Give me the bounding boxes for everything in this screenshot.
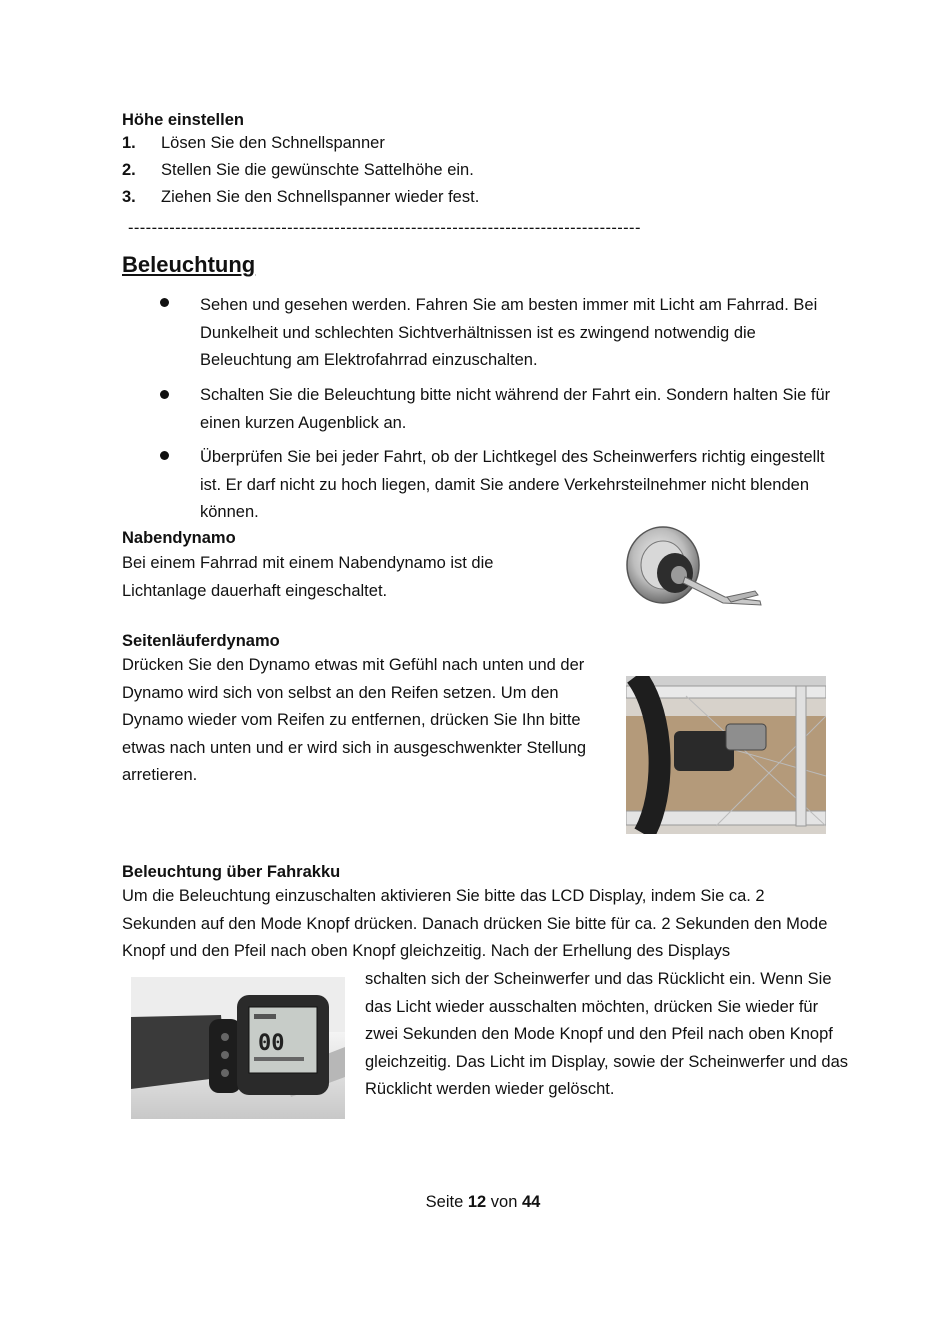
- hub-dynamo-image: [615, 515, 765, 610]
- battery-lighting-text-full: Um die Beleuchtung einzuschalten aktivieren Sie bitte das LCD Display, indem Sie ca. 2 Sekunden auf den Mode Knopf drücken. Danach drücken Sie bitte für ca. 2 Sekunden den Mode Knopf und den Pfeil nach oben Knopf gleichzeitig. Nach der Erhellung des Displays: [122, 887, 828, 960]
- side-dynamo-image: [626, 676, 826, 834]
- bullet-icon: [160, 451, 169, 460]
- step-text: Stellen Sie die gewünschte Sattelhöhe ein.: [161, 161, 474, 179]
- section-title-height: Höhe einstellen: [122, 111, 244, 129]
- step-number: 1.: [122, 134, 136, 152]
- lighting-bullet-1: Sehen und gesehen werden. Fahren Sie am besten immer mit Licht am Fahrrad. Bei Dunkelheit und schlechten Sichtverhältnissen ist es zwingend notwendig die Beleuchtung am Elektrofahrrad einzuschalten.: [200, 296, 818, 369]
- step-3: [122, 184, 479, 211]
- page-footer: [0, 1193, 950, 1212]
- step-text: Lösen Sie den Schnellspanner: [161, 134, 385, 152]
- side-dynamo-text: Drücken Sie den Dynamo etwas mit Gefühl nach unten und der Dynamo wird sich von selbst an den Reifen setzen. Um den Dynamo wieder vom Reifen zu entfernen, drücken Sie Ihn bitte etwas nach unten und er wird sich in ausgeschwenkter Stellung arretieren.: [122, 656, 587, 784]
- subsection-title-battery-lighting: Beleuchtung über Fahrakku: [122, 863, 341, 881]
- svg-text:00: 00: [258, 1031, 285, 1056]
- section-heading-lighting: Beleuchtung: [122, 252, 256, 277]
- battery-lighting-text-wrapped: schalten sich der Scheinwerfer und das Rücklicht ein. Wenn Sie das Licht wieder ausschalten möchten, drücken Sie wieder für zwei Sekunden den Mode Knopf und den Pfeil nach oben Knopf gleichzeitig. Das Licht im Display, sowie der Scheinwerfer und das Rücklicht werden wieder gelöscht.: [365, 970, 848, 1098]
- step-text: Ziehen Sie den Schnellspanner wieder fest.: [161, 188, 480, 206]
- step-number: 2.: [122, 161, 136, 179]
- footer-prefix: Seite: [425, 1193, 464, 1211]
- bullet-icon: [160, 390, 169, 399]
- total-pages-number: 44: [522, 1193, 541, 1211]
- bullet-icon: [160, 298, 169, 307]
- step-1: [122, 130, 385, 157]
- lighting-bullet-3: Überprüfen Sie bei jeder Fahrt, ob der Lichtkegel des Scheinwerfers richtig eingestellt ist. Er darf nicht zu hoch liegen, damit Sie andere Verkehrsteilnehmer nicht blenden können.: [200, 448, 825, 521]
- lcd-display-image: [131, 977, 345, 1119]
- footer-middle: von: [490, 1193, 518, 1211]
- step-number: 3.: [122, 188, 136, 206]
- subsection-title-hub-dynamo: Nabendynamo: [122, 529, 236, 547]
- hub-dynamo-text: Bei einem Fahrrad mit einem Nabendynamo ist die Lichtanlage dauerhaft eingeschaltet.: [122, 554, 494, 600]
- lighting-bullet-2: Schalten Sie die Beleuchtung bitte nicht während der Fahrt ein. Sondern halten Sie für einen kurzen Augenblick an.: [200, 386, 831, 432]
- current-page-number: 12: [467, 1193, 487, 1211]
- step-2: [122, 157, 474, 184]
- subsection-title-side-dynamo: Seitenläuferdynamo: [122, 632, 280, 650]
- separator-line: ---------------------------------------------------------------------------------------: [128, 219, 641, 237]
